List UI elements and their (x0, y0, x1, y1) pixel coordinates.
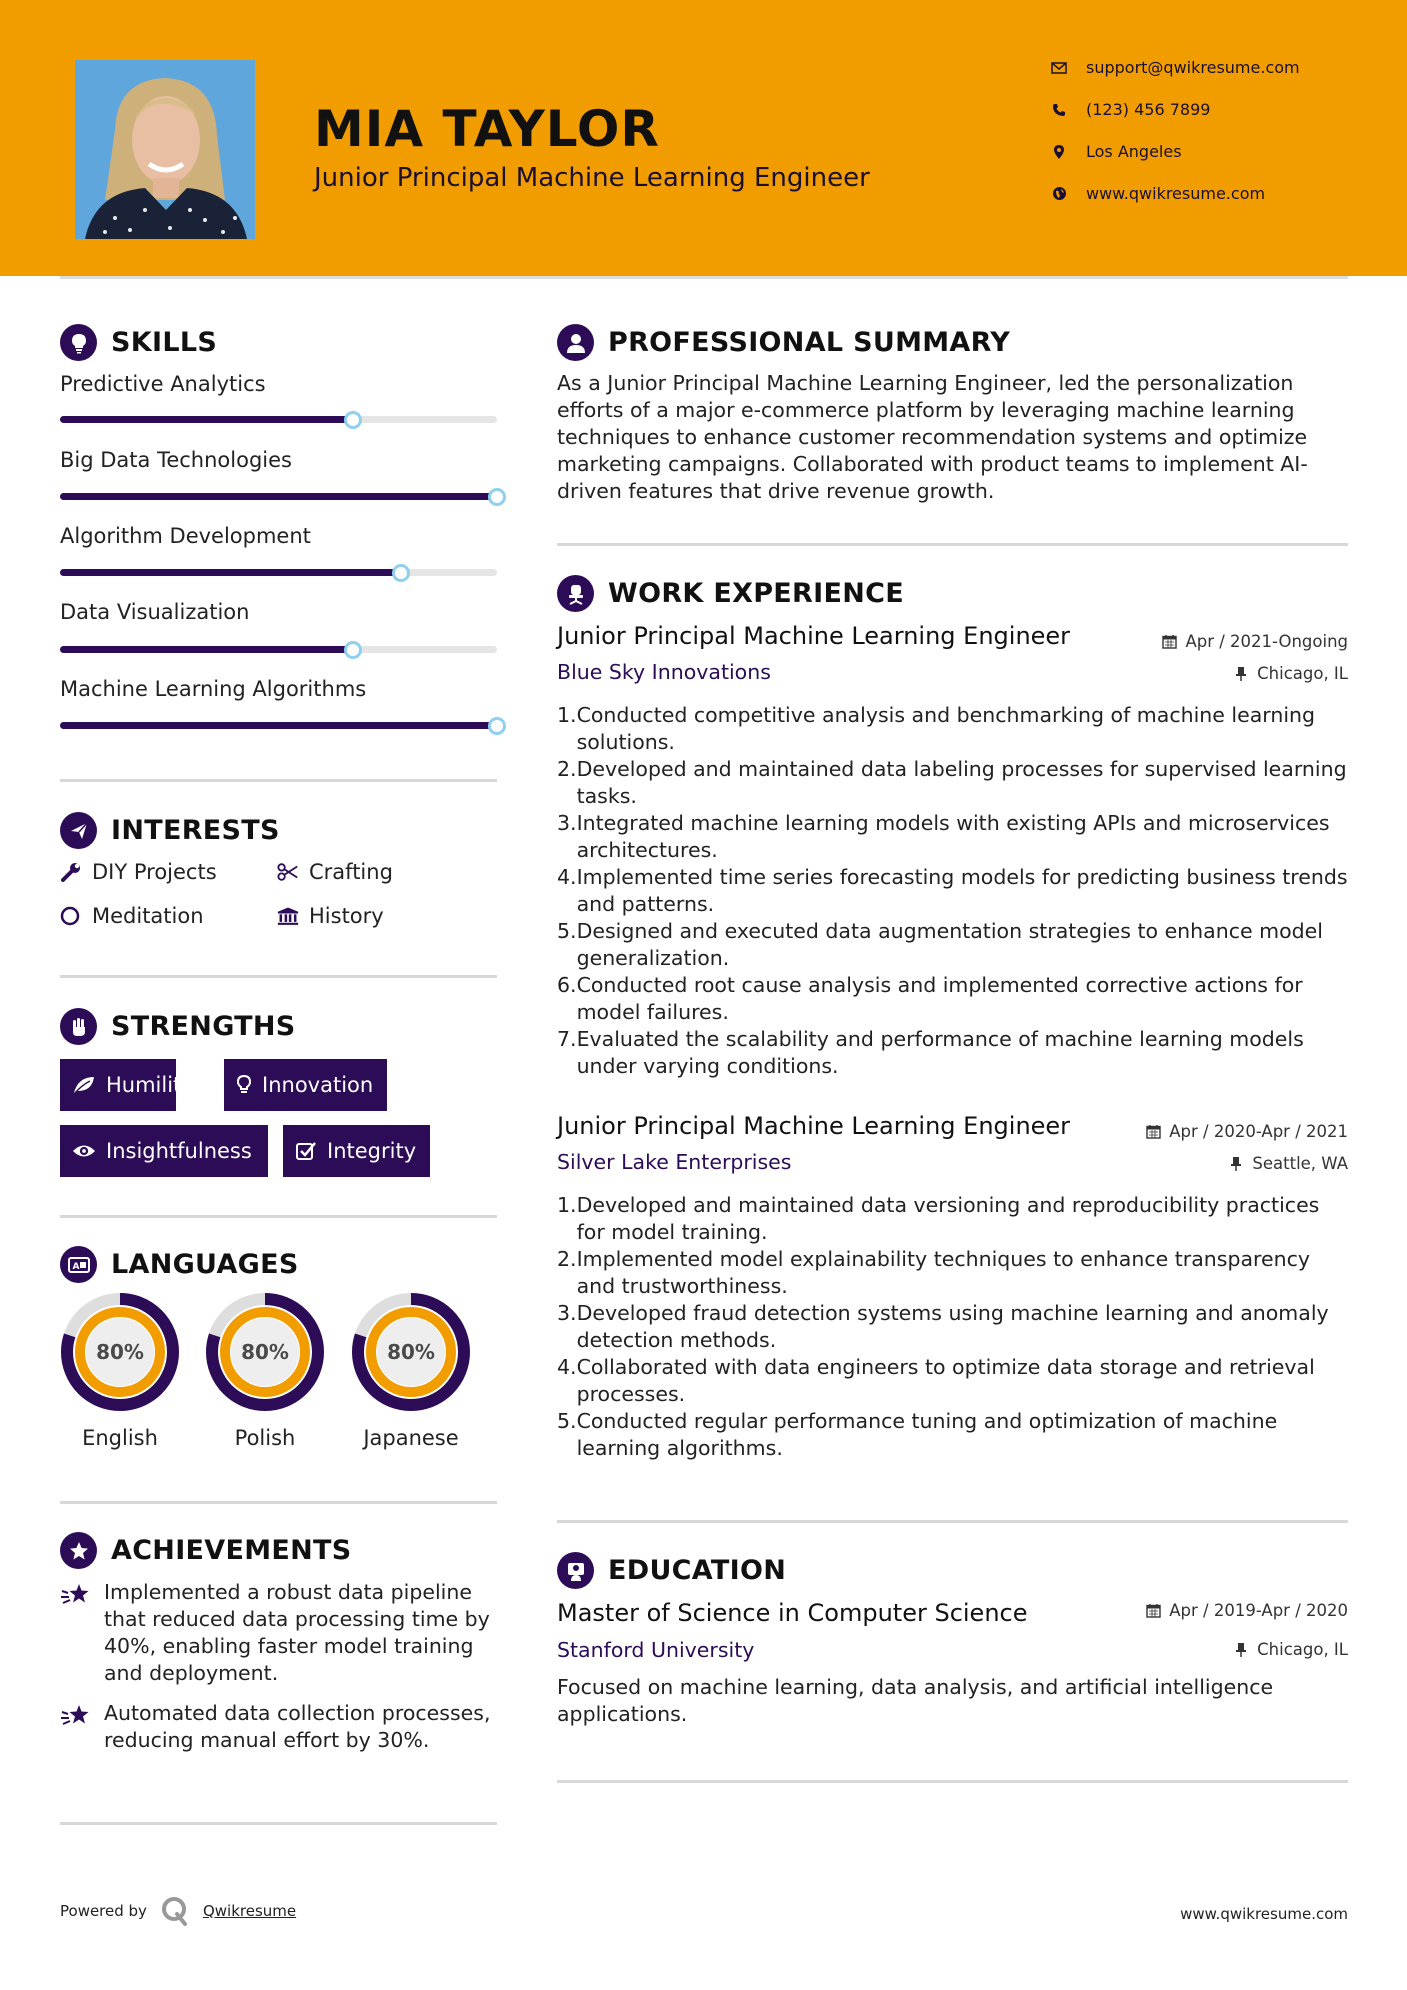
skill-bar-fill (60, 416, 353, 423)
degree-title: Master of Science in Computer Science (557, 1599, 1028, 1627)
skill-bar (60, 493, 497, 500)
duty-item: 4. Collaborated with data engineers to optimize data storage and retrieval processes. (557, 1355, 1315, 1406)
strength-tag: Humility (60, 1059, 176, 1111)
globe-icon (1050, 185, 1068, 203)
duty-item: 5. Conducted regular performance tuning and optimization of machine learning algorithms. (557, 1409, 1278, 1460)
paper-plane-icon (60, 812, 97, 849)
hand-icon (60, 1008, 97, 1045)
contact-phone[interactable] (1050, 100, 1210, 119)
duty-item: 7. Evaluated the scalability and performance of machine learning models under varying conditions. (557, 1027, 1304, 1078)
calendar-icon (1161, 634, 1177, 650)
strength-tag: Integrity (283, 1125, 430, 1177)
wrench-icon (60, 861, 82, 883)
lightbulb-icon (236, 1073, 252, 1097)
svg-text:A: A (72, 1261, 80, 1272)
skill-bar-knob (344, 411, 362, 429)
job-location: Seattle, WA (1228, 1154, 1348, 1173)
language-item (349, 1290, 473, 1450)
interest-item: Crafting (277, 860, 393, 884)
skill-bar-fill (60, 722, 497, 729)
phone-icon (1050, 101, 1068, 119)
skill-bar-knob (488, 717, 506, 735)
skills-heading: SKILLS (60, 324, 217, 361)
education-location: Chicago, IL (1233, 1640, 1348, 1659)
checkbox-icon (295, 1139, 317, 1163)
skill-label: Machine Learning Algorithms (60, 677, 367, 701)
job-company: Blue Sky Innovations (557, 660, 771, 684)
interests-heading: INTERESTS (60, 812, 280, 849)
shooting-star-icon (60, 1702, 92, 1732)
resume-header (0, 0, 1407, 276)
section-divider (60, 779, 497, 782)
job-title: Junior Principal Machine Learning Engineer (557, 1112, 1071, 1140)
strength-tag: Insightfulness (60, 1125, 268, 1177)
candidate-name: MIA TAYLOR (314, 100, 660, 158)
strengths-heading: STRENGTHS (60, 1008, 296, 1045)
language-icon (60, 1246, 97, 1283)
section-divider (60, 1822, 497, 1825)
duty-item: 2. Implemented model explainability techniques to enhance transparency and trustworthiness. (557, 1247, 1311, 1298)
achievement-item (60, 1579, 500, 1687)
circle-icon (60, 905, 82, 927)
skill-bar-fill (60, 569, 401, 576)
skill-label: Data Visualization (60, 600, 250, 624)
language-percent: 80% (241, 1340, 289, 1364)
experience-heading: WORK EXPERIENCE (557, 575, 904, 612)
summary-text: As a Junior Principal Machine Learning Engineer, led the personalization efforts of a major e-commerce platform by leveraging machine learning techniques to enhance customer recommendation systems and optimize marketing campaigns. Collaborated with product teams to implement AI-driven features that drive revenue growth. (557, 371, 1308, 503)
job-duties (557, 1192, 1353, 1462)
interest-item: Meditation (60, 904, 204, 928)
duty-item: 1. Conducted competitive analysis and benchmarking of machine learning solutions. (557, 703, 1316, 754)
duty-item: 1. Developed and maintained data versioning and reproducibility practices for model training. (557, 1193, 1320, 1244)
section-divider (557, 543, 1348, 546)
summary-heading: PROFESSIONAL SUMMARY (557, 324, 1010, 361)
interest-item: History (277, 904, 384, 928)
education-dates: Apr / 2019-Apr / 2020 (1145, 1601, 1348, 1620)
achievements-heading: ACHIEVEMENTS (60, 1532, 352, 1569)
skill-bar (60, 722, 497, 729)
job-title: Junior Principal Machine Learning Engineer (557, 622, 1071, 650)
contact-location (1050, 142, 1182, 161)
job-duties (557, 702, 1353, 1080)
skill-bar (60, 416, 497, 423)
skill-bar-fill (60, 646, 353, 653)
contact-location-text: Los Angeles (1086, 142, 1182, 161)
bank-icon (277, 905, 299, 927)
duty-item: 3. Developed fraud detection systems using machine learning and anomaly detection methods. (557, 1301, 1329, 1352)
contact-email-text: support@qwikresume.com (1086, 58, 1300, 77)
skill-bar-knob (488, 488, 506, 506)
language-item (203, 1290, 327, 1450)
language-percent: 80% (387, 1340, 435, 1364)
skill-label: Predictive Analytics (60, 372, 266, 396)
skill-bar-knob (344, 641, 362, 659)
section-divider (557, 1780, 1348, 1783)
star-icon (60, 1532, 97, 1569)
office-chair-icon (557, 575, 594, 612)
skill-bar-fill (60, 493, 497, 500)
languages-heading: A LANGUAGES (60, 1246, 299, 1283)
lightbulb-icon (60, 324, 97, 361)
map-pin-icon (1050, 143, 1068, 161)
scissors-icon (277, 861, 299, 883)
section-divider (557, 1520, 1348, 1523)
duty-item: 6. Conducted root cause analysis and implemented corrective actions for model failures. (557, 973, 1303, 1024)
footer-powered-by: Powered by Qwikresume (60, 1896, 296, 1926)
language-name: Japanese (363, 1426, 459, 1450)
leaf-icon (72, 1073, 96, 1097)
skill-label: Algorithm Development (60, 524, 311, 548)
section-divider (60, 1215, 497, 1218)
footer-website[interactable]: www.qwikresume.com (1180, 1905, 1348, 1923)
achievement-text: Implemented a robust data pipeline that reduced data processing time by 40%, enabling faster model training and deployment. (104, 1580, 490, 1685)
job-dates: Apr / 2021-Ongoing (1161, 632, 1348, 651)
qwikresume-link[interactable]: Qwikresume (202, 1902, 297, 1920)
graduate-icon (557, 1552, 594, 1589)
envelope-icon (1050, 59, 1068, 77)
header-divider (60, 276, 1348, 279)
achievement-item (60, 1700, 500, 1754)
school-name: Stanford University (557, 1638, 755, 1662)
candidate-title: Junior Principal Machine Learning Engineer (314, 163, 870, 193)
education-heading: EDUCATION (557, 1552, 786, 1589)
job-company: Silver Lake Enterprises (557, 1150, 792, 1174)
contact-email[interactable] (1050, 58, 1300, 77)
language-name: English (82, 1426, 158, 1450)
calendar-icon (1145, 1603, 1161, 1619)
contact-website-text: www.qwikresume.com (1086, 184, 1266, 203)
strength-tag: Innovation (224, 1059, 387, 1111)
user-icon (557, 324, 594, 361)
language-name: Polish (234, 1426, 296, 1450)
education-description: Focused on machine learning, data analysis, and artificial intelligence applications. (557, 1675, 1274, 1726)
contact-website[interactable] (1050, 184, 1265, 203)
duty-item: 3. Integrated machine learning models with existing APIs and microservices architectures. (557, 811, 1330, 862)
duty-item: 2. Developed and maintained data labeling processes for supervised learning tasks. (557, 757, 1347, 808)
section-divider (60, 1501, 497, 1504)
interest-item: DIY Projects (60, 860, 217, 884)
profile-photo (75, 60, 255, 239)
skill-label: Big Data Technologies (60, 448, 292, 472)
achievement-text: Automated data collection processes, reducing manual effort by 30%. (104, 1701, 491, 1752)
skill-bar (60, 569, 497, 576)
pushpin-icon (1233, 1642, 1249, 1658)
shooting-star-icon (60, 1581, 92, 1611)
language-item (58, 1290, 182, 1450)
skill-bar (60, 646, 497, 653)
skill-bar-knob (392, 564, 410, 582)
contact-phone-text: (123) 456 7899 (1086, 100, 1211, 119)
qwikresume-logo-icon (161, 1896, 189, 1926)
pushpin-icon (1228, 1156, 1244, 1172)
section-divider (60, 975, 497, 978)
eye-icon (72, 1139, 96, 1163)
job-dates: Apr / 2020-Apr / 2021 (1145, 1122, 1348, 1141)
pushpin-icon (1233, 666, 1249, 682)
duty-item: 4. Implemented time series forecasting models for predicting business trends and patterns. (557, 865, 1348, 916)
language-percent: 80% (96, 1340, 144, 1364)
calendar-icon (1145, 1124, 1161, 1140)
job-location: Chicago, IL (1233, 664, 1348, 683)
duty-item: 5. Designed and executed data augmentation strategies to enhance model generalization. (557, 919, 1323, 970)
